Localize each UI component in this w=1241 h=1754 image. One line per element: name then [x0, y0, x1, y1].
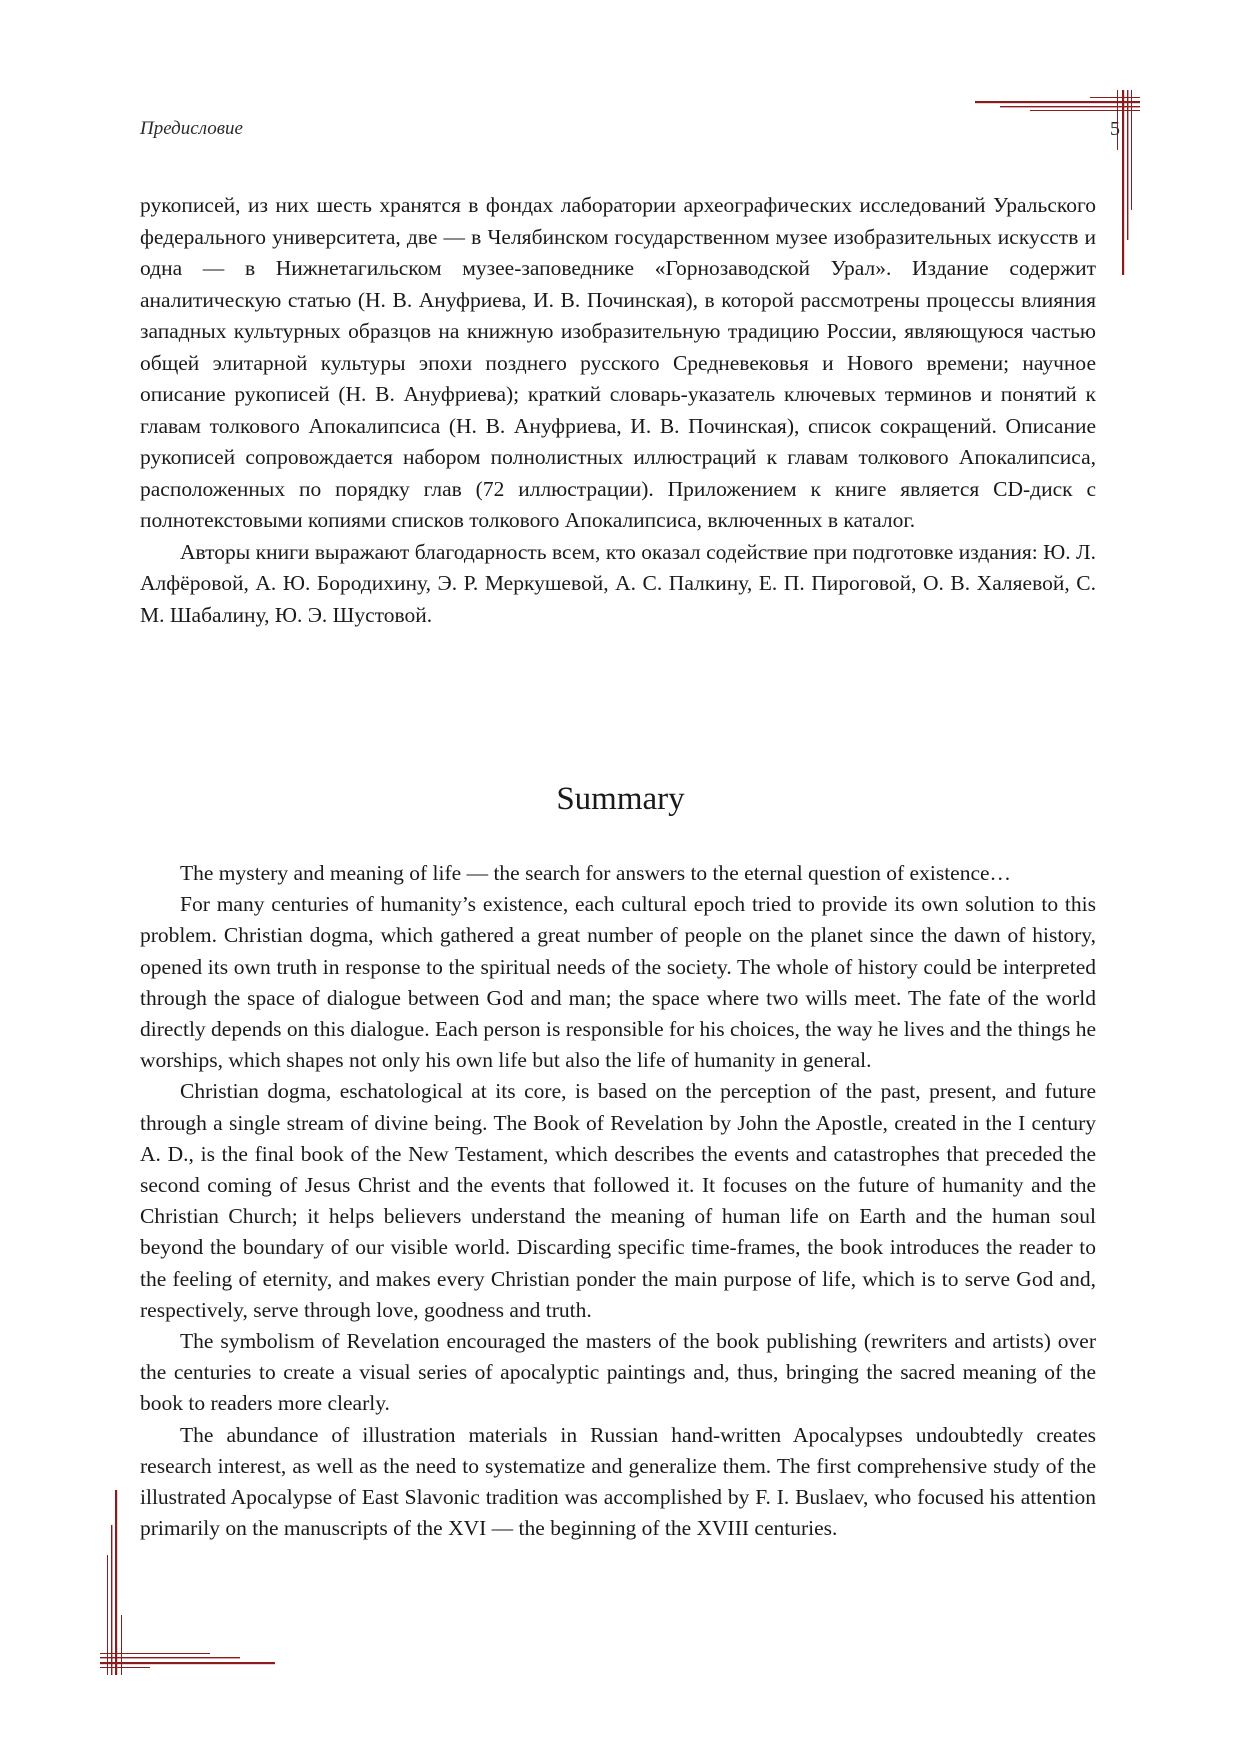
paragraph: The mystery and meaning of life — the search for answers to the eternal question of existence…	[180, 861, 1012, 885]
russian-text-block	[140, 190, 1096, 631]
paragraph: The abundance of illustration materials in Russian hand-written Apocalypses undoubtedly creates research interest, as well as the need to systematize and generalize them. The first comprehensive study of the illustrated Apocalypse of East Slavonic tradition was accomplished by F. I. Buslaev, who focused his attention primarily on the manuscripts of the XVI — the beginning of the XVIII centuries.	[140, 1422, 1096, 1541]
paragraph: Christian dogma, eschatological at its core, is based on the perception of the past, present, and future through a single stream of divine being. The Book of Revelation by John the Apostle, created in the I century A. D., is the final book of the New Testament, which describes the events and catastrophes that preceded the second coming of Jesus Christ and the events that followed it. It focuses on the future of humanity and the Christian Church; it helps believers understand the meaning of human life on Earth and the human soul beyond the boundary of our visible world. Discarding specific time-frames, the book introduces the reader to the feeling of eternity, and makes every Christian ponder the main purpose of life, which is to serve God and, respectively, serve through love, goodness and truth.	[140, 1079, 1096, 1322]
summary-text-block	[140, 858, 1096, 1544]
summary-heading: Summary	[556, 781, 685, 817]
page-number: 5	[1110, 118, 1120, 140]
paragraph: The symbolism of Revelation encouraged the masters of the book publishing (rewriters and artists) over the centuries to create a visual series of apocalyptic paintings and, thus, bringing the sacred meaning of the book to readers more clearly.	[140, 1329, 1096, 1416]
paragraph: рукописей, из них шесть хранятся в фондах лаборатории археографических исследований Уральского федерального университета, две — в Челябинском государственном музее изобразительных искусств и одна — в Нижнетагильском музее-заповеднике «Горнозаводской Урал». Издание содержит аналитическую статью (Н. В. Ануфриева, И. В. Починская), в которой рассмотрены процессы влияния западных культурных образцов на книжную изобразительную традицию России, являющуюся частью общей элитарной культуры эпохи позднего русского Средневековья и Нового времени; научное описание рукописей (Н. В. Ануфриева); краткий словарь-указатель ключевых терминов и понятий к главам толкового Апокалипсиса (Н. В. Ануфриева, И. В. Починская), список сокращений. Описание рукописей сопровождается набором полнолистных иллюстраций к главам толкового Апокалипсиса, расположенных по порядку глав (72 иллюстрации). Приложением к книге является CD-диск с полнотекстовыми копиями списков толкового Апокалипсиса, включенных в каталог.	[140, 193, 1096, 532]
paragraph: For many centuries of humanity’s existence, each cultural epoch tried to provide its own solution to this problem. Christian dogma, which gathered a great number of people on the planet since the dawn of history, opened its own truth in response to the spiritual needs of the society. The whole of history could be interpreted through the space of dialogue between God and man; the space where two wills meet. The fate of the world directly depends on this dialogue. Each person is responsible for his choices, the way he lives and the things he worships, which shapes not only his own life but also the life of humanity in general.	[140, 892, 1096, 1073]
paragraph: Авторы книги выражают благодарность всем, кто оказал содействие при подготовке издания: Ю. Л. Алфёровой, А. Ю. Бородихину, Э. Р. Меркушевой, А. С. Палкину, Е. П. Пироговой, О. В. Халяевой, С. М. Шабалину, Ю. Э. Шустовой.	[140, 539, 1096, 627]
running-head: Предисловие	[140, 118, 243, 139]
